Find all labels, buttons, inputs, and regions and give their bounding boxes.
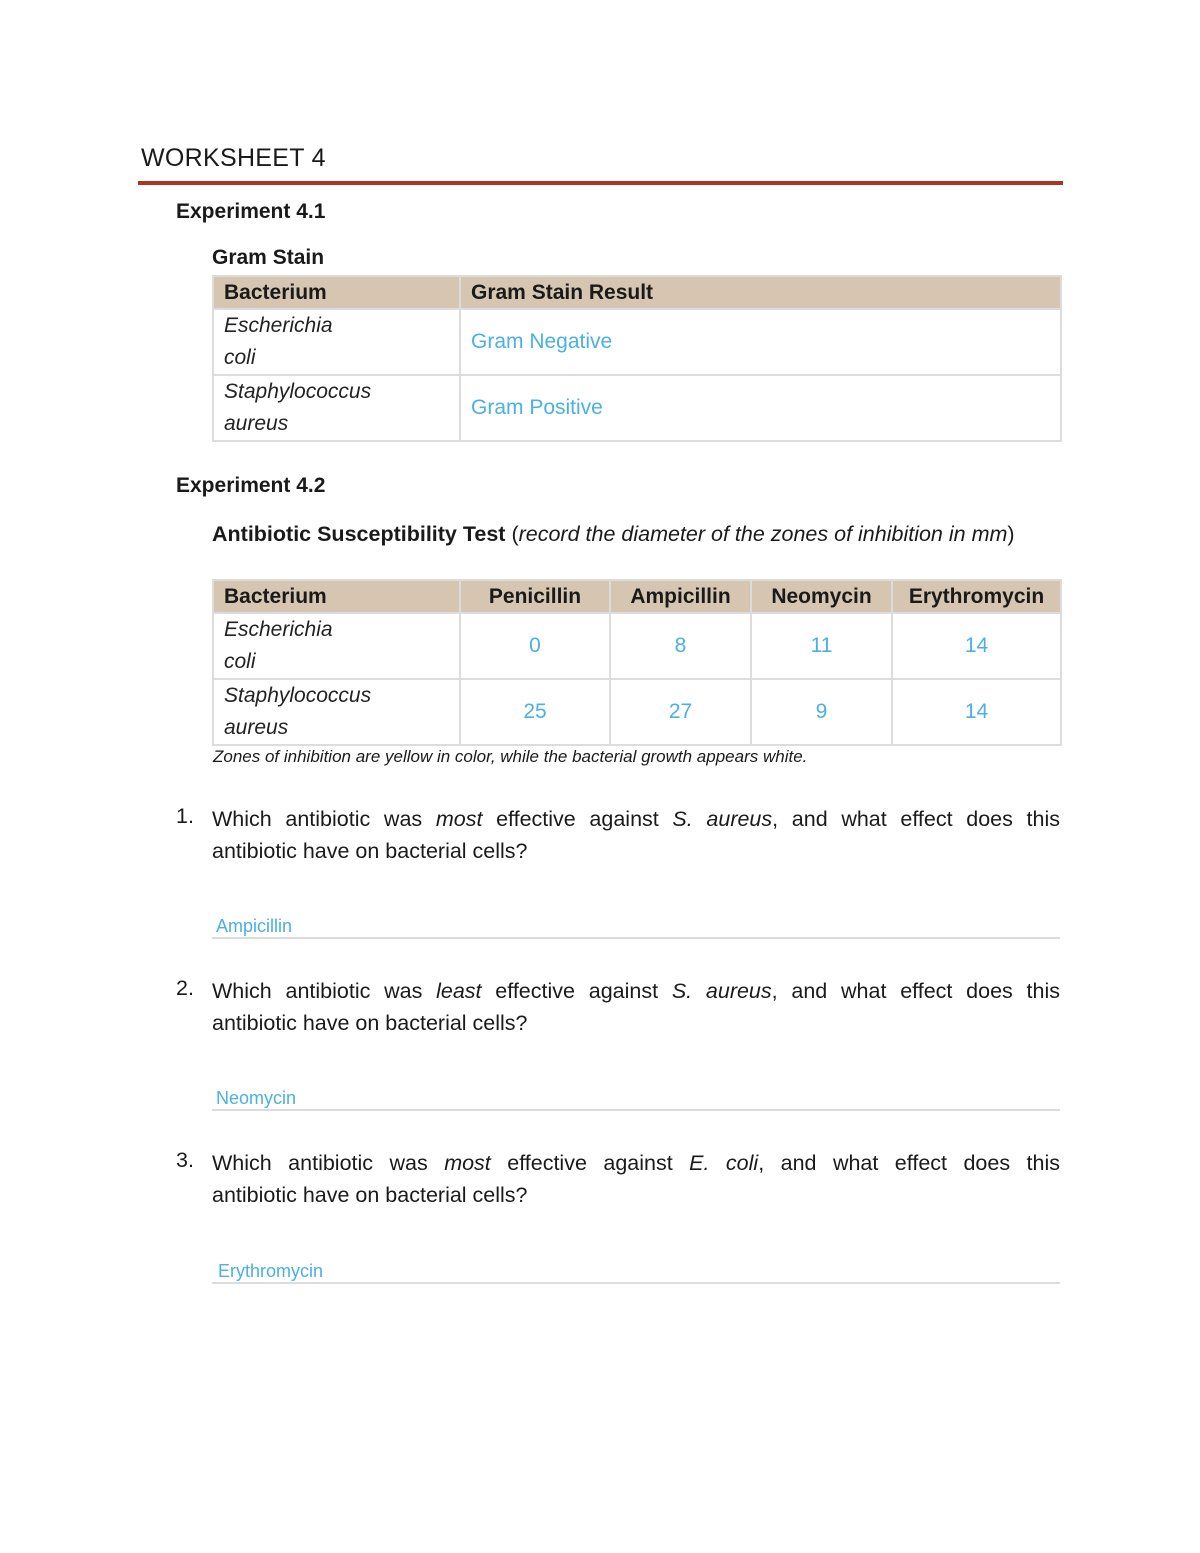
title-rule xyxy=(138,181,1063,185)
bacterium-name: Staphylococcus aureus xyxy=(213,375,460,441)
question-2-text: Which antibiotic was least effective against S. aureus, and what effect does this antibiotic have on bacterial cells? xyxy=(212,979,1060,1035)
header-ampicillin: Ampicillin xyxy=(610,580,751,613)
question-2-answer[interactable]: Neomycin xyxy=(216,1088,297,1108)
question-3-number: 3. xyxy=(176,1148,194,1172)
worksheet-title: WORKSHEET 4 xyxy=(141,144,326,172)
answer-line xyxy=(212,937,1060,939)
question-1-answer[interactable]: Ampicillin xyxy=(216,916,293,936)
susceptibility-title: Antibiotic Susceptibility Test (record the diameter of the zones of inhibition in mm) xyxy=(212,522,1015,546)
question-1-number: 1. xyxy=(176,804,194,828)
table-row xyxy=(213,309,1061,375)
answer-line xyxy=(212,1109,1060,1111)
header-erythromycin: Erythromycin xyxy=(892,580,1061,613)
table-header-row xyxy=(213,580,1061,613)
zone-value-penicillin[interactable]: 0 xyxy=(460,613,610,679)
gram-stain-table xyxy=(212,275,1062,442)
table-row xyxy=(213,613,1061,679)
header-neomycin: Neomycin xyxy=(751,580,892,613)
zone-value-neomycin[interactable]: 11 xyxy=(751,613,892,679)
gram-result-answer[interactable]: Gram Negative xyxy=(460,309,1061,375)
gram-stain-title: Gram Stain xyxy=(212,246,325,269)
answer-line xyxy=(212,1282,1060,1284)
experiment-1-heading: Experiment 4.1 xyxy=(176,200,326,223)
zone-value-penicillin[interactable]: 25 xyxy=(460,679,610,745)
inhibition-note: Zones of inhibition are yellow in color, while the bacterial growth appears white. xyxy=(213,747,808,766)
header-penicillin: Penicillin xyxy=(460,580,610,613)
question-2-number: 2. xyxy=(176,976,194,1000)
question-1-text: Which antibiotic was most effective against S. aureus, and what effect does this antibiotic have on bacterial cells? xyxy=(212,807,1060,863)
bacterium-name: Escherichia coli xyxy=(213,309,460,375)
susceptibility-table xyxy=(212,579,1062,746)
bacterium-name: Escherichia coli xyxy=(213,613,460,679)
table-header-row xyxy=(213,276,1061,309)
header-bacterium: Bacterium xyxy=(213,276,460,309)
table-row xyxy=(213,375,1061,441)
header-gram-result: Gram Stain Result xyxy=(460,276,1061,309)
zone-value-ampicillin[interactable]: 8 xyxy=(610,613,751,679)
zone-value-erythromycin[interactable]: 14 xyxy=(892,613,1061,679)
zone-value-ampicillin[interactable]: 27 xyxy=(610,679,751,745)
header-bacterium: Bacterium xyxy=(213,580,460,613)
question-3-answer[interactable]: Erythromycin xyxy=(218,1261,324,1281)
experiment-2-heading: Experiment 4.2 xyxy=(176,474,326,497)
zone-value-neomycin[interactable]: 9 xyxy=(751,679,892,745)
gram-result-answer[interactable]: Gram Positive xyxy=(460,375,1061,441)
bacterium-name: Staphylococcus aureus xyxy=(213,679,460,745)
question-3-text: Which antibiotic was most effective against E. coli, and what effect does this antibiotic have on bacterial cells? xyxy=(212,1151,1060,1207)
table-row xyxy=(213,679,1061,745)
zone-value-erythromycin[interactable]: 14 xyxy=(892,679,1061,745)
